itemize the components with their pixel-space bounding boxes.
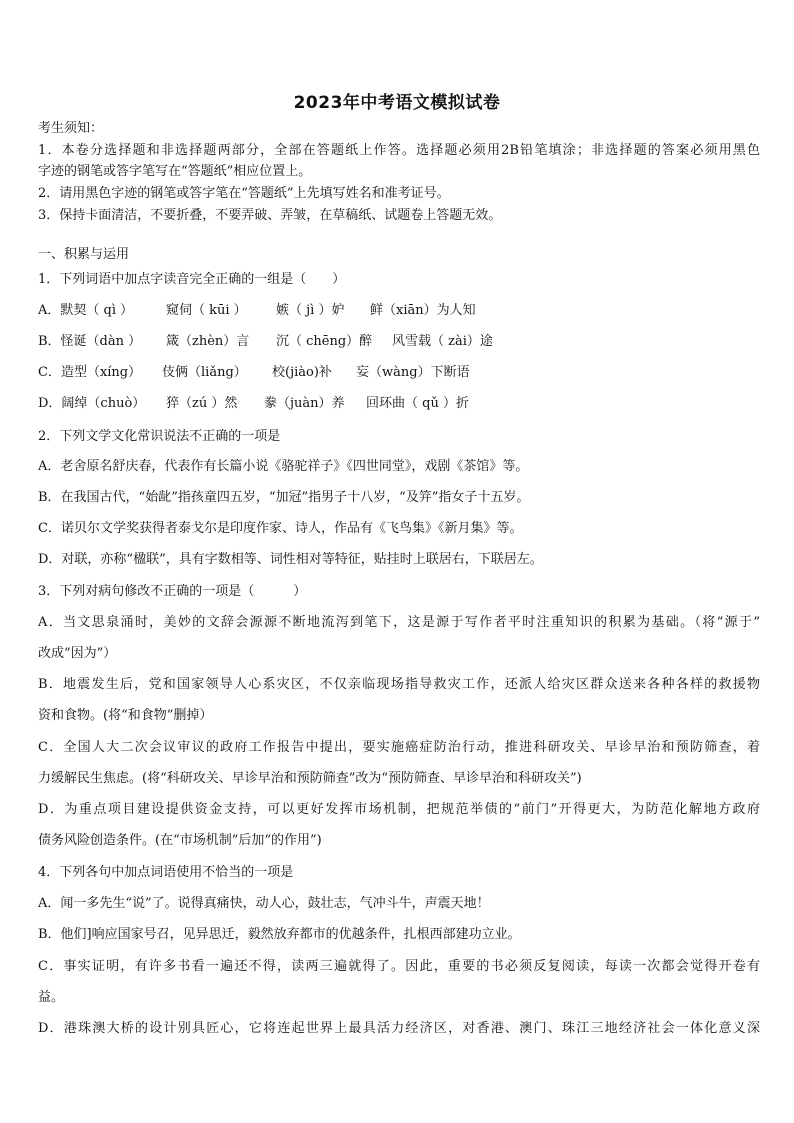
- question-4-line: D．港珠澳大桥的设计别具匠心，它将连起世界上最具活力经济区，对香港、澳门、珠江三地经济社会一体化意义深: [38, 1021, 760, 1036]
- question-2-stem: 2．下列文学文化常识说法不正确的一项是: [38, 429, 281, 444]
- option-part: 豢（juàn）养: [264, 396, 345, 411]
- question-1-stem: 1．下列词语中加点字读音完全正确的一组是（ ）: [38, 272, 346, 287]
- question-4-line: 益。: [38, 990, 65, 1005]
- question-2-option-a: A．老舍原名舒庆春，代表作有长篇小说《骆驼祥子》《四世同堂》，戏剧《茶馆》等。: [38, 459, 529, 474]
- option-part: D．阔绰（chuò）: [38, 396, 146, 411]
- notice-item: 3．保持卡面清洁，不要折叠，不要弄破、弄皱，在草稿纸、试题卷上答题无效。: [38, 208, 502, 223]
- option-part: 箴（zhèn）言: [166, 334, 250, 349]
- notice-item: 1．本卷分选择题和非选择题两部分，全部在答题纸上作答。选择题必须用2B铅笔填涂；非选择题的答案必须用黑色: [38, 143, 760, 158]
- notice-item: 字迹的钢笔或答字笔写在“答题纸”相应位置上。: [38, 164, 312, 179]
- question-2-option-c: C．诺贝尔文学奖获得者泰戈尔是印度作家、诗人，作品有《飞鸟集》《新月集》等。: [38, 521, 523, 536]
- question-1-option-d: [38, 395, 760, 413]
- question-3-line: B．地震发生后，党和国家领导人心系灾区，不仅亲临现场指导救灾工作，还派人给灾区群众送来各种各样的救援物: [38, 677, 760, 692]
- option-part: 沉（ chēng）醉: [276, 334, 373, 349]
- question-3-line: 改成“因为”）: [38, 646, 117, 661]
- question-3-line: 资和食物。(将“和食物”删掉）: [38, 708, 213, 723]
- option-part: 校(jiào)补: [272, 365, 332, 380]
- question-1-option-a: [38, 302, 760, 320]
- option-part: 嫉（ jì ）妒: [276, 303, 345, 318]
- question-1-option-c: [38, 364, 760, 382]
- question-3-line: 债务风险创造条件。(在“市场机制”后加“的作用”): [38, 833, 322, 848]
- option-part: 猝（zú ）然: [166, 396, 238, 411]
- question-4-line: C．事实证明，有许多书看一遍还不得，读两三遍就得了。因此，重要的书必须反复阅读，每读一次都会觉得开卷有: [38, 959, 760, 974]
- option-part: 风雪载（ zài）途: [392, 334, 493, 349]
- option-part: A．默契（ qì ）: [38, 303, 134, 318]
- question-3-stem: 3．下列对病句修改不正确的一项是（ ）: [38, 584, 307, 599]
- option-part: B．怪诞（dàn ）: [38, 334, 142, 349]
- question-3-line: A．当文思泉涌时，美妙的文辞会源源不断地流泻到笔下，这是源于写作者平时注重知识的积累为基础。（将“源于”: [38, 615, 760, 630]
- option-part: 回环曲（ qǔ ）折: [366, 396, 469, 411]
- option-part: 鲜（xiān）为人知: [370, 303, 476, 318]
- option-part: 窥伺（ kūi ）: [166, 303, 247, 318]
- question-3-line: D．为重点项目建设提供资金支持，可以更好发挥市场机制，把规范举债的“前门”开得更大，为防范化解地方政府: [38, 802, 760, 817]
- question-4-stem: 4．下列各句中加点词语使用不恰当的一项是: [38, 865, 294, 880]
- question-4-line: A．闻一多先生“说”了。说得真痛快，动人心，鼓壮志，气冲斗牛，声震天地！: [38, 896, 490, 911]
- section-heading: 一、积累与运用: [38, 247, 130, 262]
- question-3-line: 力缓解民生焦虑。(将“科研攻关、早诊早治和预防筛查”改为“预防筛查、早诊早治和科研攻关”): [38, 771, 582, 786]
- page-title: 2023年中考语文模拟试卷: [293, 93, 501, 113]
- notice-heading: 考生须知：: [38, 121, 104, 136]
- question-3-line: C．全国人大二次会议审议的政府工作报告中提出，要实施癌症防治行动，推进科研攻关、早诊早治和预防筛查，着: [38, 740, 760, 755]
- question-4-line: B．他们]响应国家号召，见异思迁，毅然放弃都市的优越条件，扎根西部建功立业。: [38, 927, 521, 942]
- question-2-option-b: B．在我国古代，“始龀”指孩童四五岁，“加冠”指男子十八岁，“及笄”指女子十五岁。: [38, 490, 530, 505]
- question-2-option-d: D．对联，亦称“楹联”，具有字数相等、词性相对等特征，贴挂时上联居右，下联居左。: [38, 552, 543, 567]
- notice-item: 2．请用黑色字迹的钢笔或答字笔在“答题纸”上先填写姓名和准考证号。: [38, 186, 450, 201]
- question-1-option-b: [38, 333, 760, 351]
- option-part: C．造型（xíng）: [38, 365, 142, 380]
- option-part: 伎俩（liǎng）: [162, 365, 247, 380]
- option-part: 妄（wàng）下断语: [356, 365, 470, 380]
